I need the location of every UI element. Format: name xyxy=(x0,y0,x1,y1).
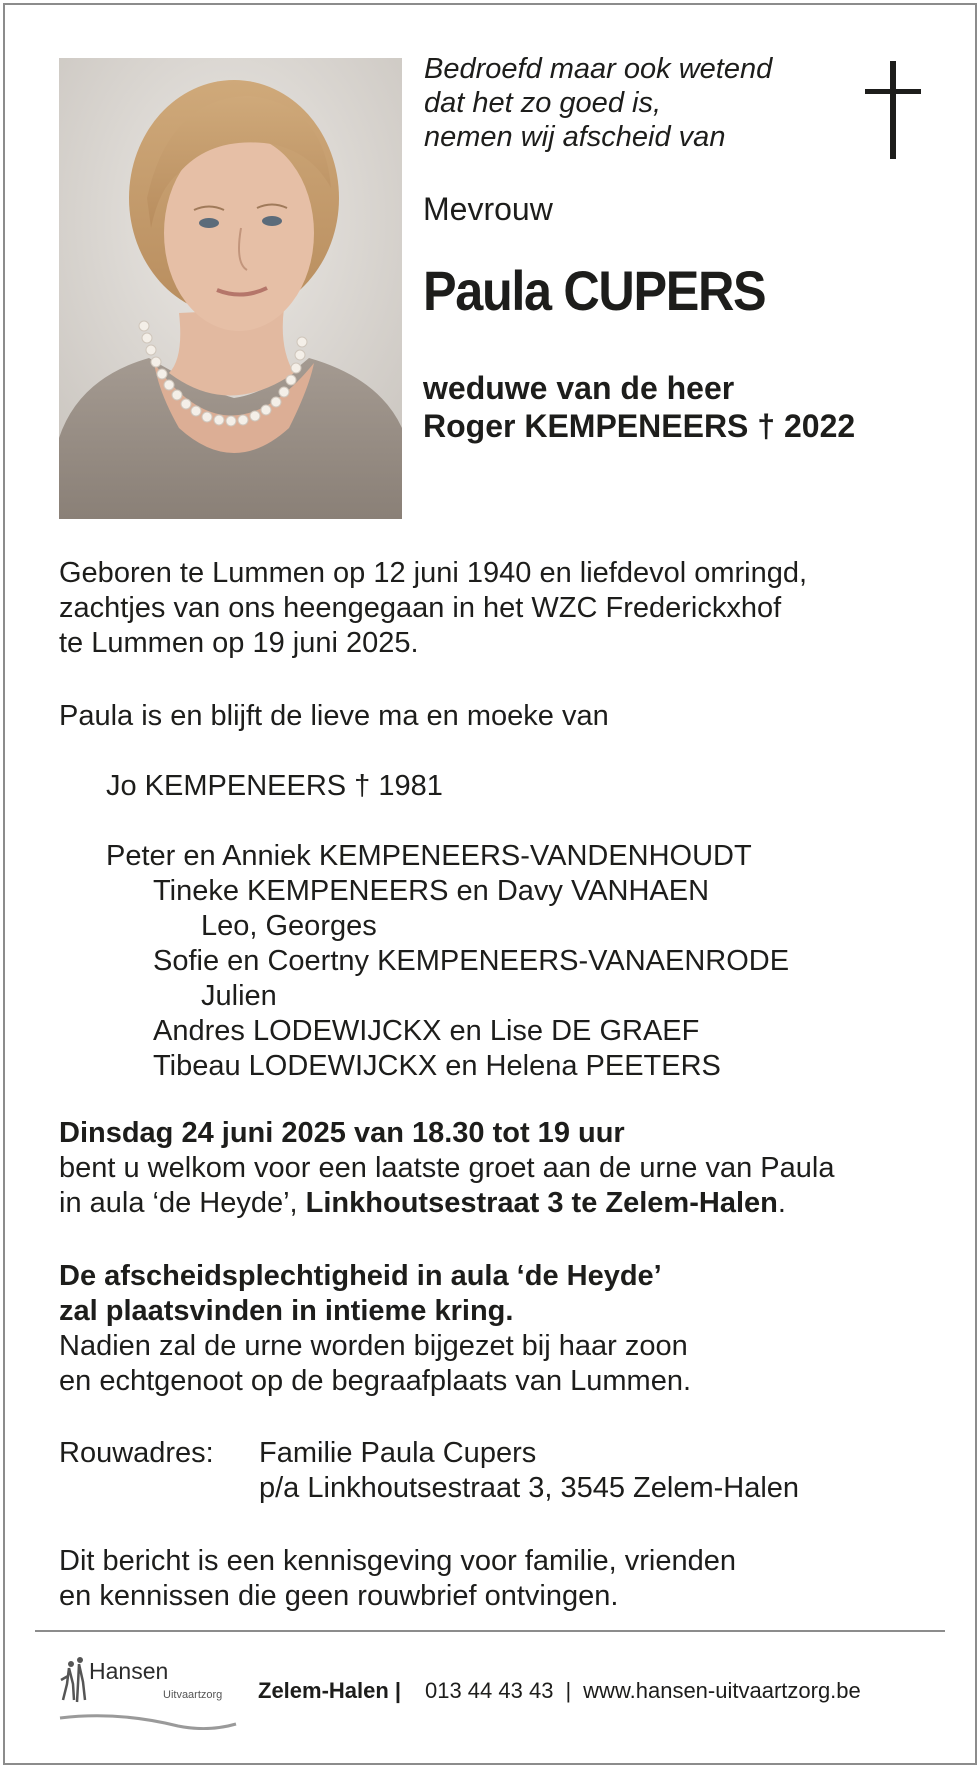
family-member: Peter en Anniek KEMPENEERS-VANDENHOUDT xyxy=(106,840,752,872)
intro-line-2: dat het zo goed is, xyxy=(424,87,661,119)
birth-paragraph xyxy=(59,556,807,661)
footer-contact xyxy=(258,1676,861,1706)
logo-subtitle: Uitvaartzorg xyxy=(163,1689,223,1701)
footer-separator: | xyxy=(394,1678,401,1703)
birth-line-3: te Lummen op 19 juni 2025. xyxy=(59,627,419,659)
family-intro: Paula is en blijft de lieve ma en moeke van xyxy=(59,700,609,732)
portrait-photo xyxy=(59,58,402,519)
notice-line-2: en kennissen die geen rouwbrief ontvingen. xyxy=(59,1580,619,1612)
intro-line-1: Bedroefd maar ook wetend xyxy=(424,53,773,85)
footer-separator: | xyxy=(565,1678,572,1703)
cross-icon xyxy=(865,61,921,159)
intro-verse xyxy=(424,52,804,154)
ceremony-paragraph xyxy=(59,1259,691,1399)
visitation-line-2: bent u welkom voor een laatste groet aan de urne van Paula xyxy=(59,1152,835,1184)
spouse-line-1: weduwe van de heer xyxy=(423,370,735,406)
family-member: Sofie en Coertny KEMPENEERS-VANAENRODE xyxy=(153,945,790,977)
family-member: Julien xyxy=(201,980,277,1012)
family-member: Tibeau LODEWIJCKX en Helena PEETERS xyxy=(153,1050,721,1082)
footer-city: Zelem-Halen xyxy=(258,1678,389,1703)
visitation-paragraph xyxy=(59,1116,834,1221)
visitation-address: Linkhoutsestraat 3 te Zelem-Halen xyxy=(305,1187,778,1219)
spouse-info xyxy=(423,369,855,445)
visitation-line-3 xyxy=(59,1186,834,1221)
family-member: Andres LODEWIJCKX en Lise DE GRAEF xyxy=(153,1015,700,1047)
ceremony-line-2: zal plaatsvinden in intieme kring. xyxy=(59,1295,514,1327)
funeral-home-logo xyxy=(58,1656,238,1730)
address-line-1: Familie Paula Cupers xyxy=(259,1437,537,1469)
family-member: Leo, Georges xyxy=(201,910,377,942)
salutation: Mevrouw xyxy=(423,191,553,227)
visitation-date: Dinsdag 24 juni 2025 van 18.30 tot 19 uur xyxy=(59,1117,625,1149)
birth-line-2: zachtjes van ons heengegaan in het WZC Frederickxhof xyxy=(59,592,782,624)
visitation-period: . xyxy=(777,1187,786,1219)
visitation-location: in aula ‘de Heyde’, xyxy=(59,1187,306,1219)
notice-paragraph xyxy=(59,1544,736,1614)
footer-divider xyxy=(35,1630,945,1632)
footer-phone[interactable]: 013 44 43 43 xyxy=(424,1678,554,1703)
ceremony-line-3: Nadien zal de urne worden bijgezet bij haar zoon xyxy=(59,1330,688,1362)
birth-line-1: Geboren te Lummen op 12 juni 1940 en liefdevol omringd, xyxy=(59,557,808,589)
family-member: Tineke KEMPENEERS en Davy VANHAEN xyxy=(153,875,710,907)
address-label: Rouwadres: xyxy=(59,1437,214,1469)
footer-website[interactable]: www.hansen-uitvaartzorg.be xyxy=(583,1678,861,1703)
family-member: Jo KEMPENEERS † 1981 xyxy=(106,770,443,802)
address-line-2: p/a Linkhoutsestraat 3, 3545 Zelem-Halen xyxy=(259,1472,800,1504)
intro-line-3: nemen wij afscheid van xyxy=(424,121,726,153)
notice-line-1: Dit bericht is een kennisgeving voor familie, vrienden xyxy=(59,1545,737,1577)
logo-name: Hansen xyxy=(89,1658,169,1684)
deceased-name: Paula CUPERS xyxy=(423,259,766,322)
ceremony-line-4: en echtgenoot op de begraafplaats van Lummen. xyxy=(59,1365,692,1397)
ceremony-line-1: De afscheidsplechtigheid in aula ‘de Heyde’ xyxy=(59,1260,662,1292)
spouse-line-2: Roger KEMPENEERS † 2022 xyxy=(423,408,856,444)
